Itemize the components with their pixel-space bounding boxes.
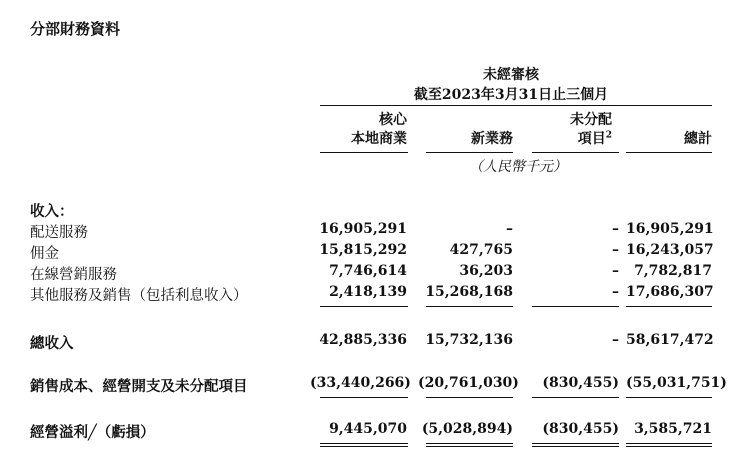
- col-header-total: [626, 111, 712, 149]
- period-caption: 截至2023年3月31日止三個月: [413, 87, 609, 103]
- col-header-unallocated-line2: 項目: [577, 131, 606, 147]
- header-rule: [320, 105, 712, 106]
- footnote-marker: 2: [605, 130, 612, 141]
- col-rule-core: [320, 152, 408, 153]
- cell-marketing-total: 7,782,817: [634, 263, 712, 279]
- col-rule-unallocated: [532, 152, 619, 153]
- cell-delivery-core: 16,905,291: [319, 221, 407, 237]
- cell-commission-unallocated: –: [612, 242, 619, 258]
- cell-delivery-total: 16,905,291: [626, 221, 714, 237]
- page-title: 分部財務資料: [30, 20, 121, 38]
- cell-total-revenue-new: 15,732,136: [425, 332, 513, 348]
- cell-total-revenue-core: 42,885,336: [319, 332, 407, 348]
- cell-commission-total: 16,243,057: [626, 242, 714, 258]
- audit-status: 未經審核: [483, 67, 539, 83]
- cell-costs-new: (20,761,030): [418, 375, 519, 391]
- col-header-core-line2: 本地商業: [351, 131, 407, 147]
- cell-other-unallocated: –: [612, 284, 619, 300]
- col-header-total-line1: [626, 111, 712, 130]
- final-rule-new-1: [426, 443, 513, 444]
- col-header-unallocated: [524, 111, 612, 149]
- cell-commission-core: 15,815,292: [319, 242, 407, 258]
- cell-operating-total: 3,585,721: [634, 421, 712, 437]
- cell-costs-total: (55,031,751): [626, 375, 727, 391]
- costs-rule-core: [320, 397, 408, 398]
- subtotal-rule-total: [626, 306, 712, 307]
- costs-rule-unallocated: [532, 397, 619, 398]
- col-header-new-line1: [418, 111, 513, 130]
- cell-costs-unallocated: (830,455): [542, 375, 619, 391]
- cell-total-revenue-total: 58,617,472: [626, 332, 714, 348]
- cell-marketing-unallocated: –: [612, 263, 619, 279]
- row-label-costs: 銷售成本、經營開支及未分配項目: [30, 378, 248, 395]
- col-header-new-line2: 新業務: [471, 131, 513, 147]
- col-header-core-line1: 核心: [379, 112, 407, 128]
- subtotal-rule-new: [426, 306, 513, 307]
- final-rule-total-2: [626, 446, 712, 447]
- cell-total-revenue-unallocated: –: [612, 332, 619, 348]
- col-rule-total: [626, 152, 712, 153]
- cell-costs-core: (33,440,266): [310, 375, 411, 391]
- cell-marketing-new: 36,203: [459, 263, 513, 279]
- col-header-new: [418, 111, 513, 149]
- subtotal-rule-unallocated: [532, 306, 619, 307]
- final-rule-total-1: [626, 443, 712, 444]
- cell-delivery-unallocated: –: [612, 221, 619, 237]
- cell-other-total: 17,686,307: [626, 284, 714, 300]
- cell-commission-new: 427,765: [449, 242, 513, 258]
- row-label-commission: 佣金: [30, 246, 59, 262]
- costs-rule-new: [426, 397, 513, 398]
- subtotal-rule-core: [320, 306, 408, 307]
- cell-operating-core: 9,445,070: [329, 421, 407, 437]
- final-rule-unallocated-2: [532, 446, 619, 447]
- col-header-unallocated-line2-wrap: [524, 130, 612, 149]
- cell-delivery-new: –: [506, 221, 513, 237]
- final-rule-new-2: [426, 446, 513, 447]
- row-label-delivery: 配送服務: [30, 225, 88, 241]
- col-header-core: [310, 111, 407, 149]
- col-header-unallocated-line1: 未分配: [570, 112, 612, 128]
- row-label-total-revenue: 總收入: [30, 335, 74, 352]
- row-label-other: 其他服務及銷售（包括利息收入）: [30, 288, 248, 304]
- costs-rule-total: [626, 397, 712, 398]
- cell-marketing-core: 7,746,614: [329, 263, 407, 279]
- col-rule-new: [426, 152, 513, 153]
- unit-caption: （人民幣千元）: [469, 159, 567, 175]
- section-revenue: 收入：: [30, 203, 74, 220]
- cell-operating-unallocated: (830,455): [542, 421, 619, 437]
- cell-other-new: 15,268,168: [425, 284, 513, 300]
- cell-other-core: 2,418,139: [329, 284, 407, 300]
- final-rule-core-1: [320, 443, 408, 444]
- cell-operating-new: (5,028,894): [421, 421, 513, 437]
- final-rule-unallocated-1: [532, 443, 619, 444]
- row-label-marketing: 在線營銷服務: [30, 267, 117, 283]
- col-header-total-line2: 總計: [684, 131, 712, 147]
- final-rule-core-2: [320, 446, 408, 447]
- row-label-operating: 經營溢利╱（虧損）: [30, 424, 155, 441]
